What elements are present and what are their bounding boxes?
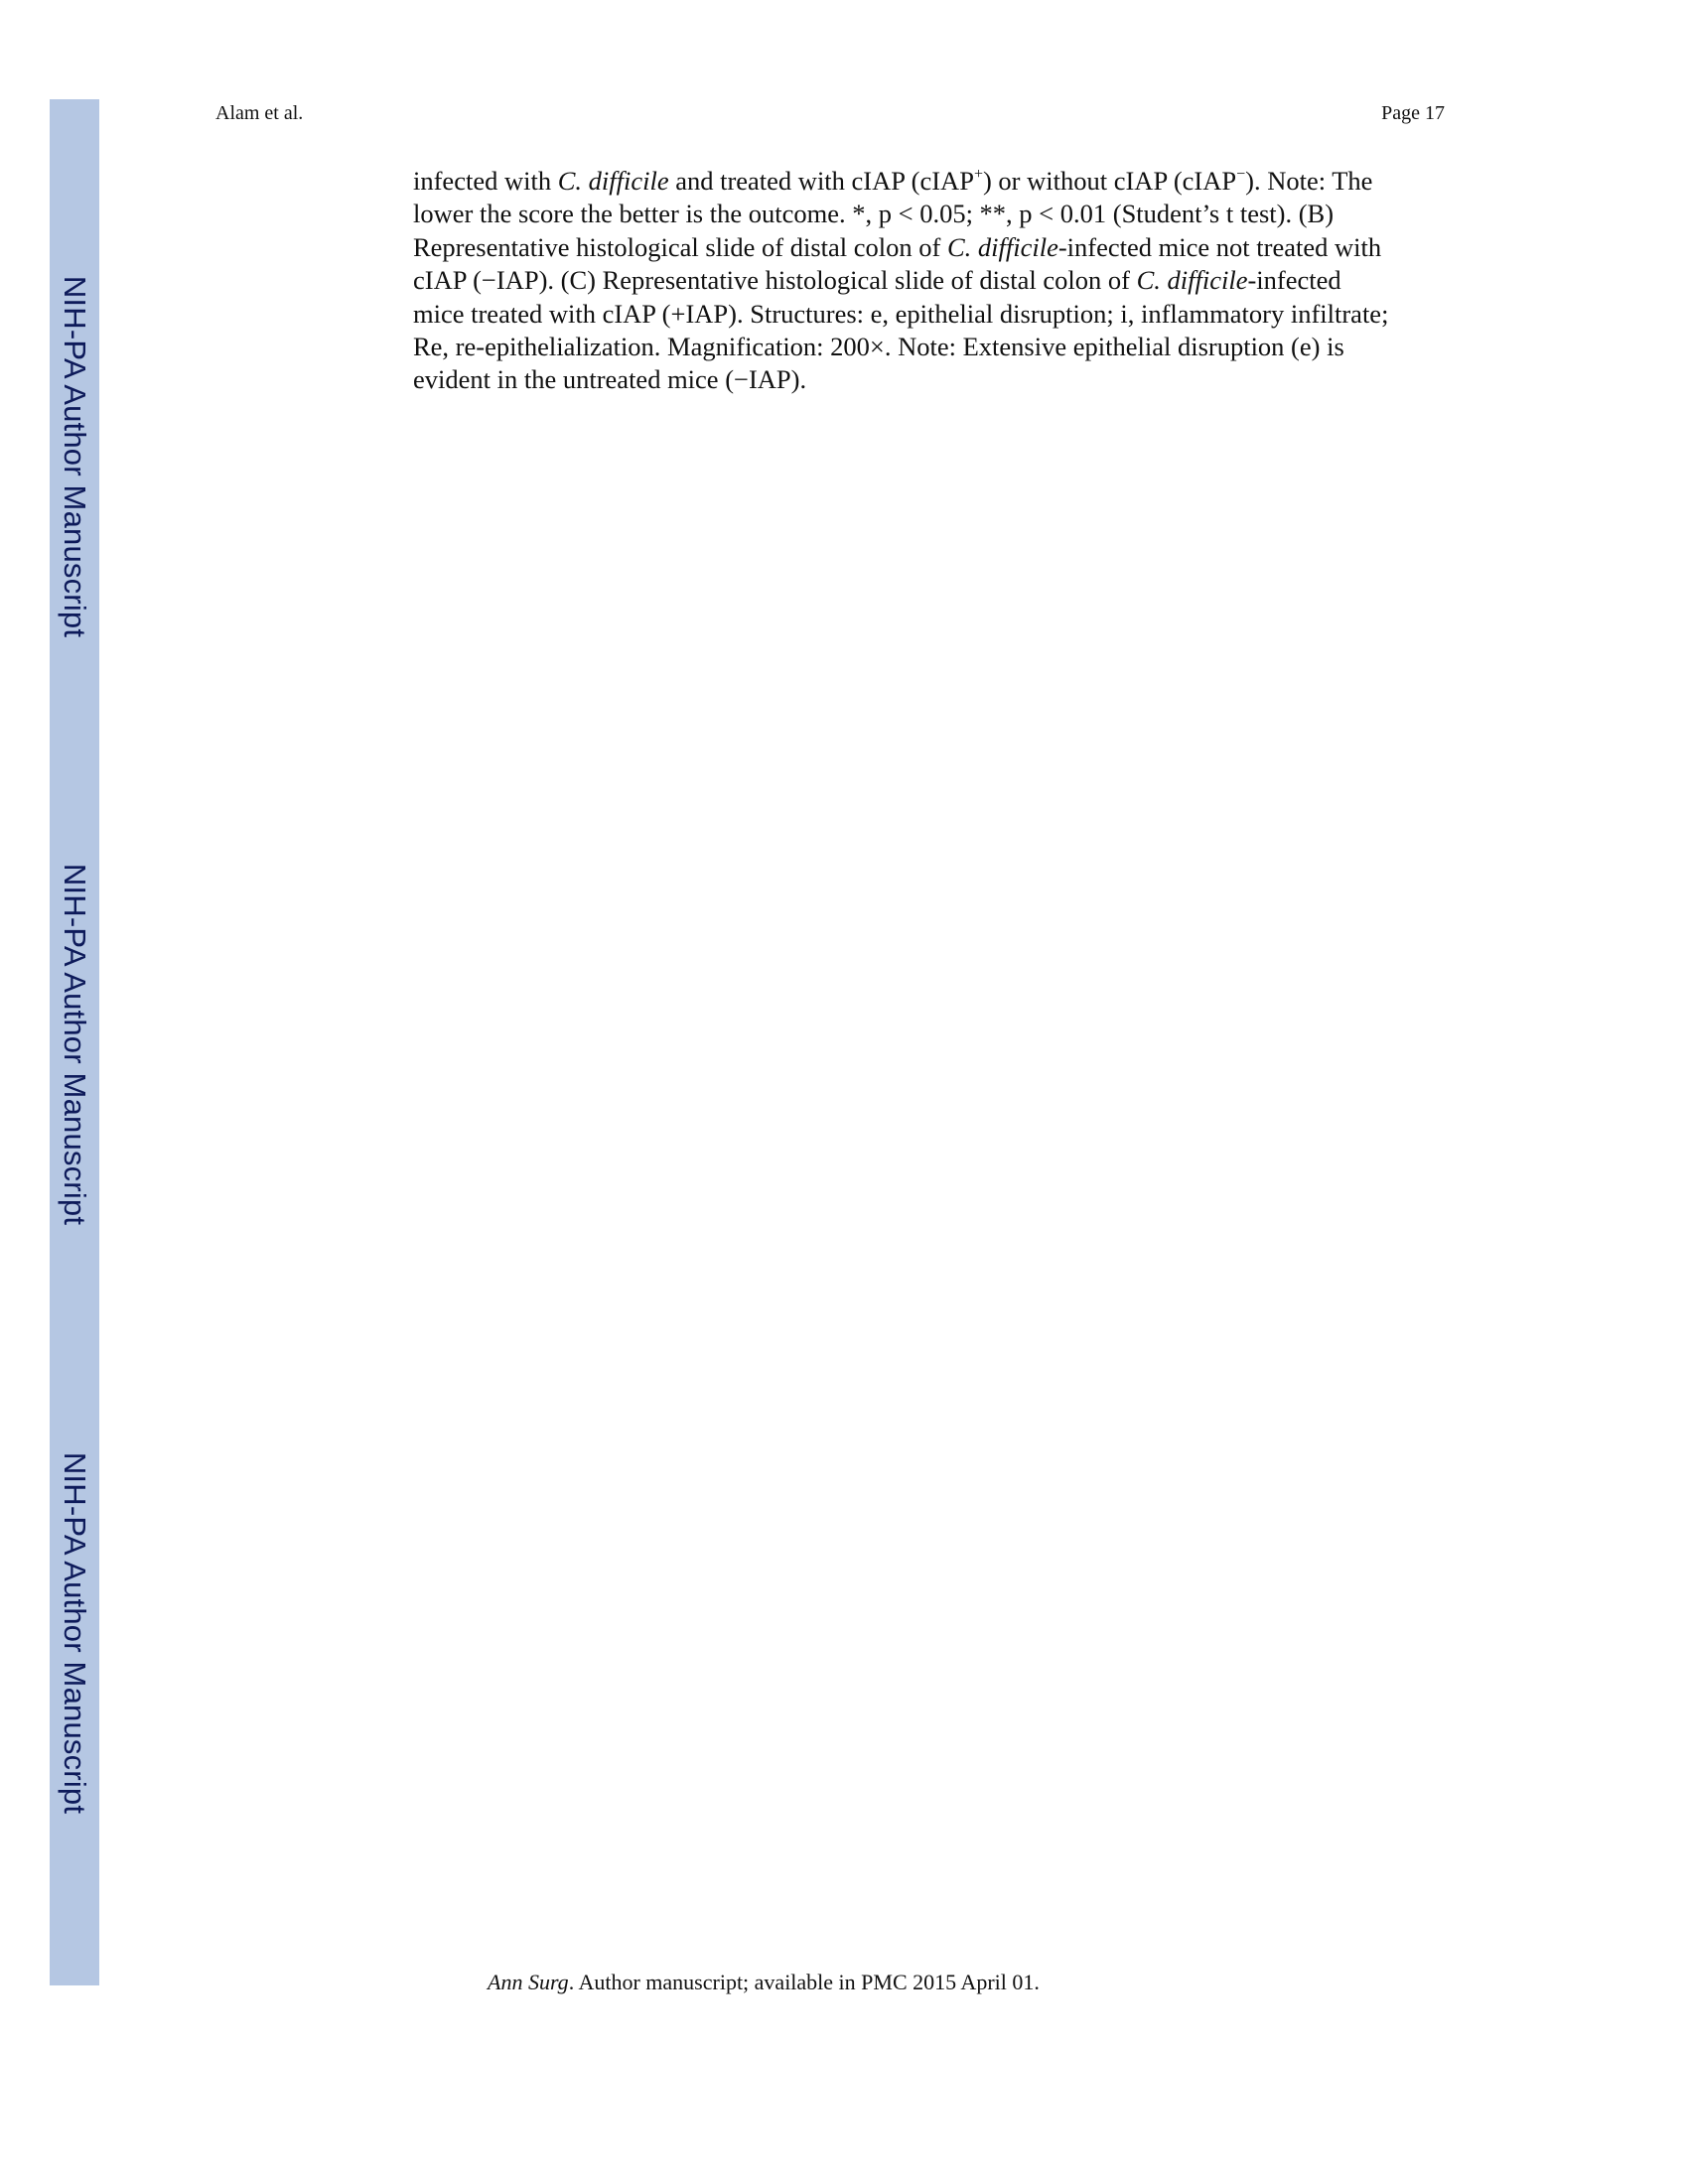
caption-line: lower the score the better is the outcome. *, p < 0.05; **, p < 0.01 (Student’s t test). (B) bbox=[413, 199, 1335, 229]
caption-line: mice treated with cIAP (+IAP). Structures: e, epithelial disruption; i, inflammatory infiltrate; bbox=[413, 298, 1389, 329]
superscript-plus: + bbox=[973, 166, 983, 183]
figure-caption bbox=[413, 165, 1466, 397]
caption-line: Representative histological slide of distal colon of C. difficile-infected mice not treated with bbox=[413, 231, 1382, 262]
side-label-text: NIH-PA Author Manuscript bbox=[58, 863, 92, 1226]
caption-line: cIAP (−IAP). (C) Representative histological slide of distal colon of C. difficile-infected bbox=[413, 265, 1341, 296]
side-label-text: NIH-PA Author Manuscript bbox=[58, 1451, 92, 1815]
caption-line: Re, re-epithelialization. Magnification: 200×. Note: Extensive epithelial disruption (e) is bbox=[413, 332, 1344, 362]
side-label-text: NIH-PA Author Manuscript bbox=[58, 275, 92, 638]
species-name: C. difficile bbox=[557, 166, 669, 196]
caption-line: infected with C. difficile and treated with cIAP (cIAP+) or without cIAP (cIAP−). Note: The bbox=[413, 166, 1373, 196]
caption-line: evident in the untreated mice (−IAP). bbox=[413, 364, 807, 395]
species-name: C. difficile bbox=[1136, 265, 1248, 296]
footer-citation: Ann Surg. Author manuscript; available in PMC 2015 April 01. bbox=[488, 1970, 1040, 1994]
superscript-minus: − bbox=[1236, 166, 1246, 183]
species-name: C. difficile bbox=[946, 231, 1058, 262]
running-head-page-number: Page 17 bbox=[1381, 102, 1445, 124]
running-head-authors: Alam et al. bbox=[215, 102, 304, 124]
journal-name: Ann Surg bbox=[488, 1970, 569, 1994]
